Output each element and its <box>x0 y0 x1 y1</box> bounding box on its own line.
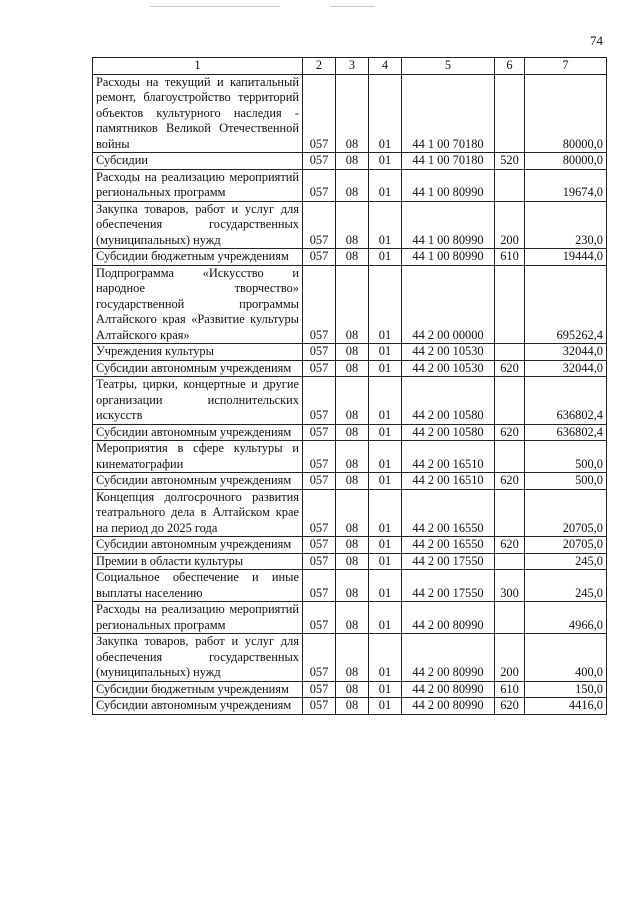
scan-artifact-top-line <box>150 6 280 7</box>
section-code-cell: 08 <box>336 602 369 634</box>
target-article-cell: 44 2 00 10530 <box>402 344 495 361</box>
amount-cell: 245,0 <box>525 570 607 602</box>
section-code-cell: 08 <box>336 74 369 153</box>
table-row <box>93 570 607 602</box>
target-article-cell: 44 2 00 16550 <box>402 489 495 537</box>
column-header: 1 <box>93 58 303 75</box>
row-name-cell: Учреждения культуры <box>93 344 303 361</box>
target-article-cell: 44 2 00 10530 <box>402 360 495 377</box>
target-article-cell: 44 1 00 80990 <box>402 201 495 249</box>
expense-type-cell: 620 <box>495 698 525 715</box>
table-row <box>93 681 607 698</box>
target-article-cell: 44 2 00 16550 <box>402 537 495 554</box>
section-code-cell: 08 <box>336 441 369 473</box>
ministry-code-cell: 057 <box>303 602 336 634</box>
budget-table <box>92 57 607 715</box>
row-name-cell: Расходы на реализацию мероприятий региональных программ <box>93 169 303 201</box>
section-code-cell: 08 <box>336 424 369 441</box>
expense-type-cell: 300 <box>495 570 525 602</box>
section-code-cell: 08 <box>336 489 369 537</box>
row-name-cell: Концепция долгосрочного развития театрального дела в Алтайском крае на период до 2025 года <box>93 489 303 537</box>
section-code-cell: 08 <box>336 360 369 377</box>
subsection-code-cell: 01 <box>369 570 402 602</box>
row-name-cell: Подпрограмма «Искусство и народное творчество» государственной программы Алтайского края «Развитие культуры Алтайского края» <box>93 265 303 344</box>
column-header: 4 <box>369 58 402 75</box>
section-code-cell: 08 <box>336 473 369 490</box>
ministry-code-cell: 057 <box>303 570 336 602</box>
column-header: 7 <box>525 58 607 75</box>
amount-cell: 500,0 <box>525 441 607 473</box>
expense-type-cell <box>495 265 525 344</box>
table-row <box>93 344 607 361</box>
page-number: 74 <box>590 33 603 48</box>
ministry-code-cell: 057 <box>303 249 336 266</box>
table-row <box>93 602 607 634</box>
expense-type-cell <box>495 169 525 201</box>
expense-type-cell <box>495 441 525 473</box>
amount-cell: 695262,4 <box>525 265 607 344</box>
amount-cell: 636802,4 <box>525 424 607 441</box>
subsection-code-cell: 01 <box>369 681 402 698</box>
amount-cell: 20705,0 <box>525 489 607 537</box>
table-row <box>93 698 607 715</box>
ministry-code-cell: 057 <box>303 489 336 537</box>
subsection-code-cell: 01 <box>369 169 402 201</box>
ministry-code-cell: 057 <box>303 344 336 361</box>
target-article-cell: 44 2 00 10580 <box>402 424 495 441</box>
expense-type-cell <box>495 602 525 634</box>
table-row <box>93 489 607 537</box>
table-header-row <box>93 58 607 75</box>
subsection-code-cell: 01 <box>369 634 402 682</box>
amount-cell: 636802,4 <box>525 377 607 425</box>
row-name-cell: Субсидии автономным учреждениям <box>93 360 303 377</box>
row-name-cell: Субсидии автономным учреждениям <box>93 698 303 715</box>
section-code-cell: 08 <box>336 537 369 554</box>
table-row <box>93 249 607 266</box>
subsection-code-cell: 01 <box>369 74 402 153</box>
expense-type-cell: 620 <box>495 360 525 377</box>
expense-type-cell: 620 <box>495 537 525 554</box>
scan-artifact-top-line <box>330 6 375 7</box>
section-code-cell: 08 <box>336 634 369 682</box>
expense-type-cell <box>495 344 525 361</box>
target-article-cell: 44 2 00 17550 <box>402 553 495 570</box>
amount-cell: 245,0 <box>525 553 607 570</box>
ministry-code-cell: 057 <box>303 265 336 344</box>
target-article-cell: 44 1 00 70180 <box>402 74 495 153</box>
table-row <box>93 74 607 153</box>
amount-cell: 32044,0 <box>525 344 607 361</box>
amount-cell: 500,0 <box>525 473 607 490</box>
subsection-code-cell: 01 <box>369 265 402 344</box>
row-name-cell: Расходы на реализацию мероприятий региональных программ <box>93 602 303 634</box>
expense-type-cell <box>495 489 525 537</box>
table-row <box>93 265 607 344</box>
subsection-code-cell: 01 <box>369 698 402 715</box>
amount-cell: 230,0 <box>525 201 607 249</box>
target-article-cell: 44 2 00 16510 <box>402 441 495 473</box>
expense-type-cell <box>495 377 525 425</box>
ministry-code-cell: 057 <box>303 681 336 698</box>
amount-cell: 20705,0 <box>525 537 607 554</box>
expense-type-cell: 620 <box>495 424 525 441</box>
section-code-cell: 08 <box>336 201 369 249</box>
target-article-cell: 44 2 00 00000 <box>402 265 495 344</box>
target-article-cell: 44 1 00 80990 <box>402 249 495 266</box>
subsection-code-cell: 01 <box>369 201 402 249</box>
row-name-cell: Закупка товаров, работ и услуг для обеспечения государственных (муниципальных) нужд <box>93 201 303 249</box>
target-article-cell: 44 2 00 10580 <box>402 377 495 425</box>
subsection-code-cell: 01 <box>369 602 402 634</box>
target-article-cell: 44 1 00 80990 <box>402 169 495 201</box>
table-row <box>93 537 607 554</box>
subsection-code-cell: 01 <box>369 249 402 266</box>
subsection-code-cell: 01 <box>369 377 402 425</box>
amount-cell: 80000,0 <box>525 74 607 153</box>
table-row <box>93 201 607 249</box>
ministry-code-cell: 057 <box>303 169 336 201</box>
subsection-code-cell: 01 <box>369 537 402 554</box>
target-article-cell: 44 2 00 80990 <box>402 634 495 682</box>
subsection-code-cell: 01 <box>369 424 402 441</box>
ministry-code-cell: 057 <box>303 698 336 715</box>
subsection-code-cell: 01 <box>369 553 402 570</box>
column-header: 6 <box>495 58 525 75</box>
table-row <box>93 473 607 490</box>
amount-cell: 4416,0 <box>525 698 607 715</box>
amount-cell: 80000,0 <box>525 153 607 170</box>
row-name-cell: Субсидии автономным учреждениям <box>93 473 303 490</box>
subsection-code-cell: 01 <box>369 489 402 537</box>
amount-cell: 150,0 <box>525 681 607 698</box>
target-article-cell: 44 2 00 80990 <box>402 698 495 715</box>
amount-cell: 400,0 <box>525 634 607 682</box>
row-name-cell: Расходы на текущий и капитальный ремонт, благоустройство территорий объектов культурного наследия - памятников Великой Отечественной войны <box>93 74 303 153</box>
amount-cell: 19674,0 <box>525 169 607 201</box>
amount-cell: 32044,0 <box>525 360 607 377</box>
expense-type-cell: 610 <box>495 681 525 698</box>
row-name-cell: Театры, цирки, концертные и другие организации исполнительских искусств <box>93 377 303 425</box>
ministry-code-cell: 057 <box>303 537 336 554</box>
amount-cell: 4966,0 <box>525 602 607 634</box>
section-code-cell: 08 <box>336 153 369 170</box>
ministry-code-cell: 057 <box>303 153 336 170</box>
ministry-code-cell: 057 <box>303 74 336 153</box>
column-header: 5 <box>402 58 495 75</box>
expense-type-cell: 200 <box>495 634 525 682</box>
table-row <box>93 424 607 441</box>
ministry-code-cell: 057 <box>303 634 336 682</box>
row-name-cell: Субсидии автономным учреждениям <box>93 424 303 441</box>
expense-type-cell: 620 <box>495 473 525 490</box>
column-header: 2 <box>303 58 336 75</box>
section-code-cell: 08 <box>336 265 369 344</box>
ministry-code-cell: 057 <box>303 201 336 249</box>
table-row <box>93 553 607 570</box>
section-code-cell: 08 <box>336 249 369 266</box>
table-row <box>93 360 607 377</box>
row-name-cell: Субсидии <box>93 153 303 170</box>
column-header: 3 <box>336 58 369 75</box>
row-name-cell: Субсидии автономным учреждениям <box>93 537 303 554</box>
expense-type-cell <box>495 553 525 570</box>
subsection-code-cell: 01 <box>369 344 402 361</box>
target-article-cell: 44 2 00 16510 <box>402 473 495 490</box>
section-code-cell: 08 <box>336 377 369 425</box>
expense-type-cell: 200 <box>495 201 525 249</box>
subsection-code-cell: 01 <box>369 441 402 473</box>
ministry-code-cell: 057 <box>303 360 336 377</box>
table-row <box>93 634 607 682</box>
target-article-cell: 44 2 00 80990 <box>402 602 495 634</box>
row-name-cell: Мероприятия в сфере культуры и кинематографии <box>93 441 303 473</box>
target-article-cell: 44 2 00 80990 <box>402 681 495 698</box>
ministry-code-cell: 057 <box>303 473 336 490</box>
section-code-cell: 08 <box>336 169 369 201</box>
row-name-cell: Субсидии бюджетным учреждениям <box>93 681 303 698</box>
ministry-code-cell: 057 <box>303 377 336 425</box>
subsection-code-cell: 01 <box>369 360 402 377</box>
subsection-code-cell: 01 <box>369 473 402 490</box>
expense-type-cell: 610 <box>495 249 525 266</box>
amount-cell: 19444,0 <box>525 249 607 266</box>
section-code-cell: 08 <box>336 681 369 698</box>
section-code-cell: 08 <box>336 570 369 602</box>
section-code-cell: 08 <box>336 698 369 715</box>
target-article-cell: 44 2 00 17550 <box>402 570 495 602</box>
ministry-code-cell: 057 <box>303 424 336 441</box>
subsection-code-cell: 01 <box>369 153 402 170</box>
row-name-cell: Социальное обеспечение и иные выплаты населению <box>93 570 303 602</box>
table-row <box>93 441 607 473</box>
row-name-cell: Закупка товаров, работ и услуг для обеспечения государственных (муниципальных) нужд <box>93 634 303 682</box>
ministry-code-cell: 057 <box>303 553 336 570</box>
table-row <box>93 169 607 201</box>
table-row <box>93 377 607 425</box>
target-article-cell: 44 1 00 70180 <box>402 153 495 170</box>
expense-type-cell <box>495 74 525 153</box>
table-row <box>93 153 607 170</box>
expense-type-cell: 520 <box>495 153 525 170</box>
section-code-cell: 08 <box>336 553 369 570</box>
row-name-cell: Субсидии бюджетным учреждениям <box>93 249 303 266</box>
section-code-cell: 08 <box>336 344 369 361</box>
row-name-cell: Премии в области культуры <box>93 553 303 570</box>
ministry-code-cell: 057 <box>303 441 336 473</box>
